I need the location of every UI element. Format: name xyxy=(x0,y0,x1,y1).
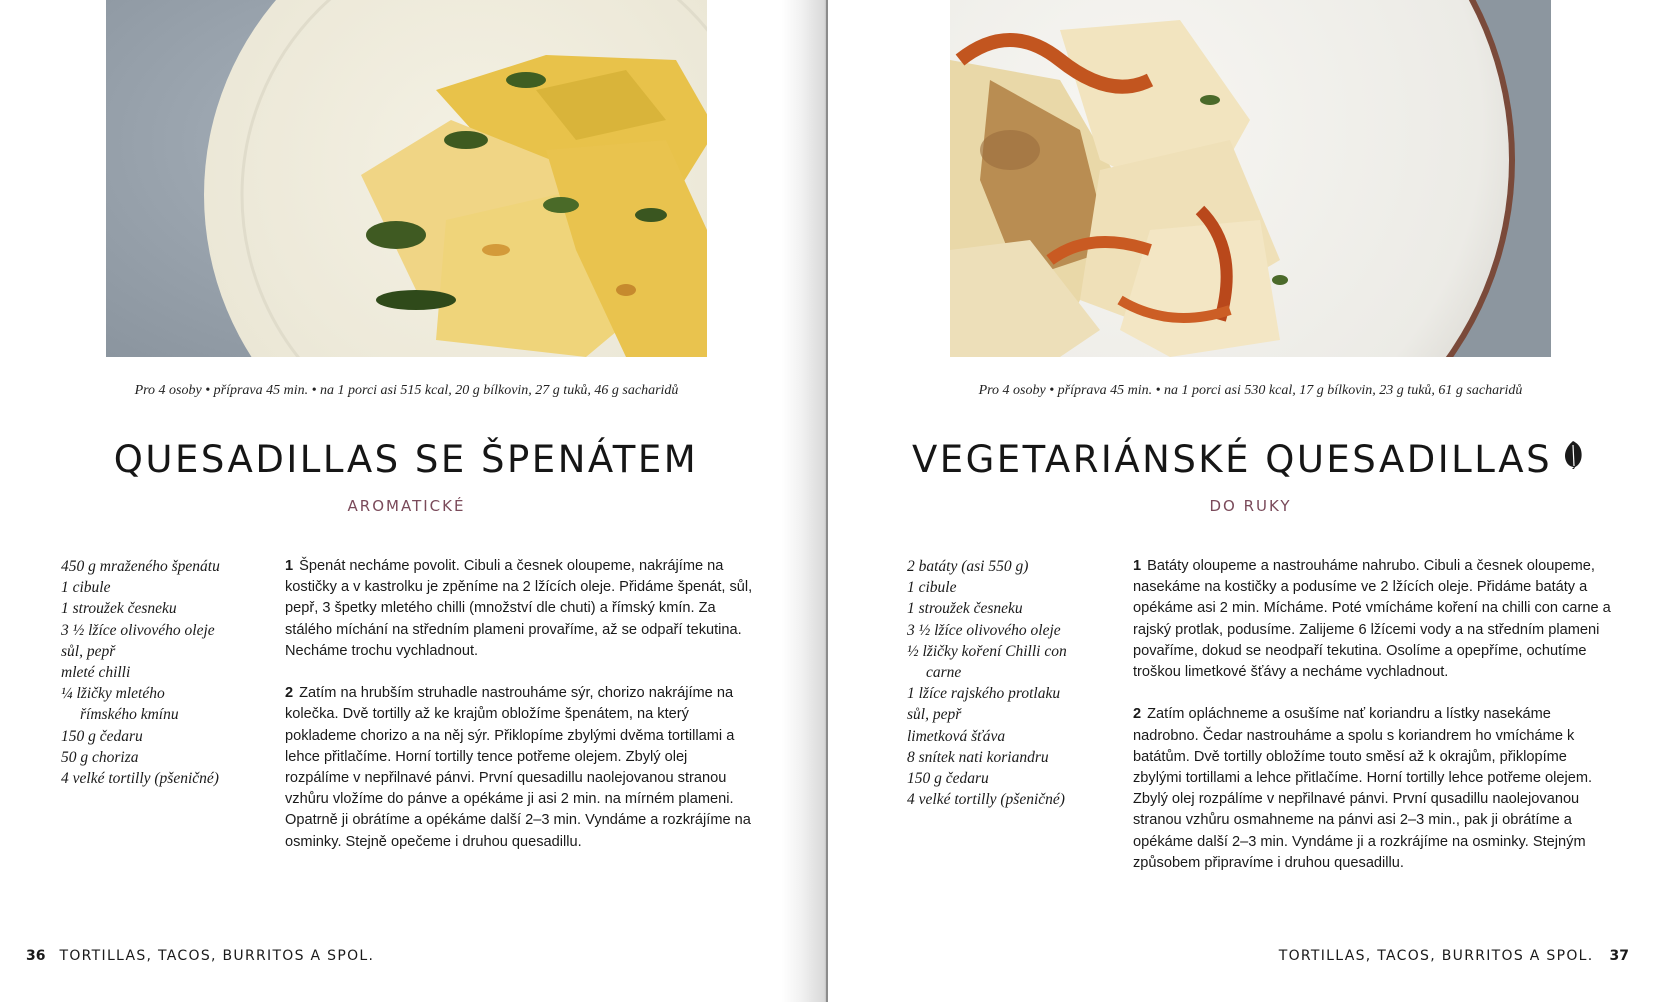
page-number: 36 xyxy=(26,948,46,964)
step-number: 1 xyxy=(1133,558,1142,574)
ingredient-item: 1 lžíce rajského protlaku xyxy=(907,685,1061,703)
recipe-title-row xyxy=(888,438,1608,481)
ingredient-item: 8 snítek nati koriandru xyxy=(907,748,1049,766)
step-text: Špenát necháme povolit. Cibuli a česnek oloupeme, nakrájíme na kostičky a v kastrolku je zpěníme na 2 lžících oleje. Přidáme špenát, sůl, pepř, 3 špetky mletého chilli (množství dle chuti) a římský kmín. Za stálého míchání na středním plameni provaříme, až se odpaří tekutina. Necháme trochu vychladnout. xyxy=(285,558,753,659)
recipe-title: QUESADILLAS SE ŠPENÁTEM xyxy=(113,438,699,481)
ingredient-item: 50 g choriza xyxy=(61,748,139,766)
page-number: 37 xyxy=(1609,948,1629,964)
method-steps xyxy=(1133,556,1611,895)
ingredient-item: ¼ lžičky mletého xyxy=(61,685,165,703)
ingredient-item: 150 g čedaru xyxy=(907,770,989,788)
ingredient-item: římského kmínu xyxy=(80,706,179,724)
ingredient-item: mleté chilli xyxy=(61,664,131,682)
step-number: 2 xyxy=(1133,706,1142,723)
book-gutter xyxy=(826,0,828,1002)
ingredient-item: 1 stroužek česneku xyxy=(61,600,177,618)
page-footer xyxy=(1279,948,1629,964)
book-spine-shadow xyxy=(782,0,828,1002)
ingredient-item: 1 cibule xyxy=(907,579,957,597)
method-step xyxy=(1133,704,1611,874)
leaf-icon xyxy=(1562,436,1584,479)
running-head: TORTILLAS, TACOS, BURRITOS A SPOL. xyxy=(59,948,375,964)
ingredient-item: sůl, pepř xyxy=(907,706,962,724)
recipe-meta-info: Pro 4 osoby • příprava 45 min. • na 1 porci asi 515 kcal, 20 g bílkovin, 27 g tuků, 46 g sacharidů xyxy=(134,383,679,398)
ingredient-item: carne xyxy=(926,664,962,682)
ingredient-item: 3 ½ lžíce olivového oleje xyxy=(61,621,215,639)
ingredients-list xyxy=(907,556,1117,810)
method-step xyxy=(285,683,755,853)
step-number: 1 xyxy=(285,558,294,574)
method-step xyxy=(1133,556,1611,683)
ingredient-item: 4 velké tortilly (pšeničné) xyxy=(907,791,1065,809)
step-text: Batáty oloupeme a nastrouháme nahrubo. Cibuli a česnek oloupeme, nasekáme na kostičky a podusíme ve 2 lžících oleje. Přidáme batáty a opékáme asi 2 min. Mícháme. Poté vmícháme koření na chilli con carne a rajský protlak, podusíme. Zalijeme 6 lžícemi vody a na středním plameni povaříme, dokud se neodpaří tekutina. Osolíme a opepříme, ochutíme troškou limetkové šťávy a necháme vychladnout. xyxy=(1133,558,1611,681)
recipe-title: VEGETARIÁNSKÉ QUESADILLAS xyxy=(911,438,1553,481)
ingredient-item: 3 ½ lžíce olivového oleje xyxy=(907,621,1061,639)
recipe-subtitle: AROMATICKÉ xyxy=(347,497,466,515)
ingredient-item: 150 g čedaru xyxy=(61,727,143,745)
step-text: Zatím na hrubším struhadle nastrouháme sýr, chorizo nakrájíme na kolečka. Dvě tortilly až ke krajům obložíme špenátem, na který poklademe chorizo a na něj sýr. Přiklopíme zbylými dvěma tortillami a lehce přitlačíme. Horní tortilly tence potřeme olejem. Zbylý olej rozpálíme v nepřilnavé pánvi. První quesadillu naolejovanou stranou vzhůru vložíme do pánve a opékáme ji asi 2 min. na mírném plameni. Opatrně ji obrátíme a opékáme další 2–3 min. Vyndáme a rozkrájíme na osminky. Stejně opečeme i druhou quesadillu. xyxy=(285,685,751,850)
spinach-quesadillas-photo xyxy=(106,0,707,357)
method-steps xyxy=(285,556,755,874)
ingredient-item: 1 stroužek česneku xyxy=(907,600,1023,618)
page-footer xyxy=(26,948,374,964)
ingredient-item: limetková šťáva xyxy=(907,727,1006,745)
vegetarian-quesadillas-photo xyxy=(950,0,1551,357)
ingredients-list xyxy=(61,556,271,789)
step-text: Zatím opláchneme a osušíme nať koriandru a lístky nasekáme nadrobno. Čedar nastrouháme a spolu s koriandrem ho vmícháme k batátům. Dvě tortilly obložíme touto směsí až k okrajům, přiklopíme zbylými tortillami a lehce přitlačíme. Horní tortilly lehce potřeme olejem. Zbylý olej rozpálíme v nepřilnavé pánvi. První qusadillu naolejovanou stranou vzhůru osmahneme na pánvi asi 2–3 min., pak ji obrátíme a opékáme další 2–3 min. Vyndáme ji a rozkrájíme na osminky. Stejným způsobem připravíme i druhou quesadillu. xyxy=(1133,706,1593,871)
ingredient-item: 450 g mraženého špenátu xyxy=(61,558,220,575)
recipe-subtitle: DO RUKY xyxy=(1209,497,1292,515)
ingredient-item: ½ lžičky koření Chilli con xyxy=(907,642,1067,660)
step-number: 2 xyxy=(285,685,294,702)
running-head: TORTILLAS, TACOS, BURRITOS A SPOL. xyxy=(1278,948,1594,964)
ingredient-item: 1 cibule xyxy=(61,579,111,597)
ingredient-item: 4 velké tortilly (pšeničné) xyxy=(61,770,219,788)
ingredient-item: 2 batáty (asi 550 g) xyxy=(907,558,1029,575)
recipe-meta-info: Pro 4 osoby • příprava 45 min. • na 1 porci asi 530 kcal, 17 g bílkovin, 23 g tuků, 61 g sacharidů xyxy=(978,383,1523,398)
method-step xyxy=(285,556,755,662)
ingredient-item: sůl, pepř xyxy=(61,642,116,660)
